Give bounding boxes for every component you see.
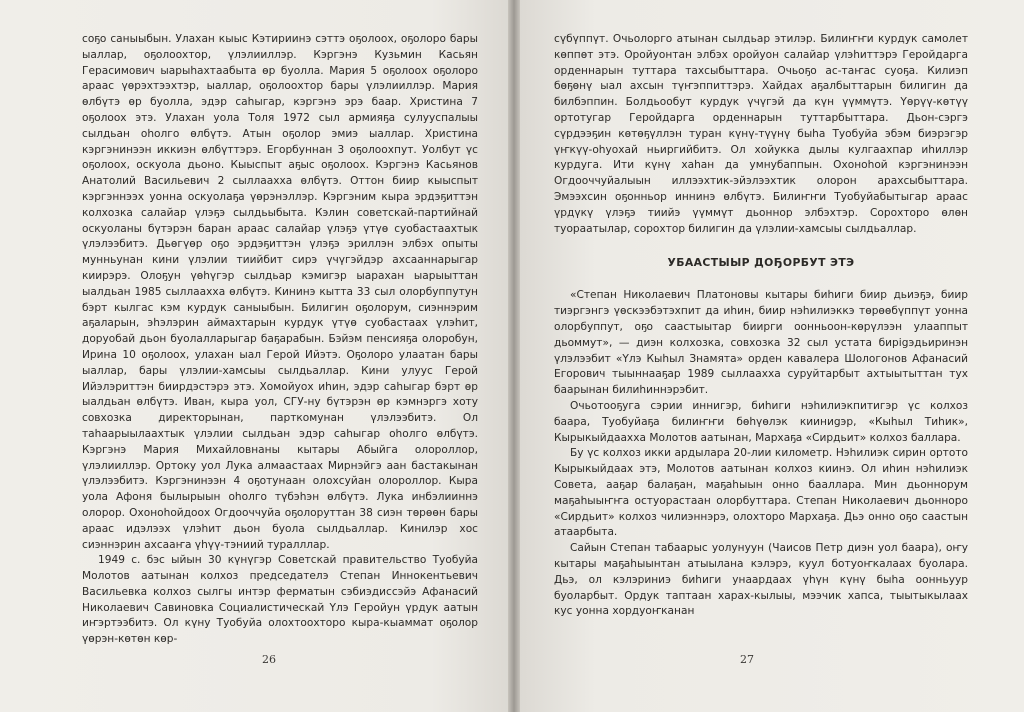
section-heading: УБААСТЫЫР ДОҔОРБУТ ЭТЭ (667, 256, 855, 270)
left-page (0, 0, 508, 712)
right-paragraph-1: «Степан Николаевич Платоновы кытары биһиги биир дьиэҕэ, биир тиэргэнгэ үөскээбэтэхпит да иһин, биир нэһилиэккэ төрөөбүппүт уонна олорбуппут, оҕо саастыытар биирги оонньоон-көрүлээн улааппыт дьоммут», — диэн колхозка, совхозка 32 сыл устата бирigэдьиринэн үлэлээбит «Үлэ Кыһыл Знамята» орден кавалера Шологонов Афанасий Егорович тыыннааҕар 1989 сыллааххa суруйтарбыт ахтыытыттан тух баарынан билиһиннэрэбит. (554, 289, 968, 397)
left-paragraph-2: 1949 с. бэс ыйын 30 күнүгэр Советскай правительство Туобуйа Молотов аатынан колхоз председателэ Степан Иннокентьевич Васильевка колхоз сылгы интэр ферматын сэбиэдиссэйэ Афанасий Николаевич Савиновка Социалистическай Үлэ Геройун үрдук аатын иҥэртээбитэ. Ол күну Туобуйа олохтоохторо кыра-кыаммат оҕолор үөрэн-көтөн көр- (82, 554, 478, 646)
right-paragraph-2: Очьотооҕуга сэрии иннигэр, биһиги нэһилиэкпитигэр үс колхоз баара, Туобуйаҕа билиҥҥи бөһүөлэк кииниgэр, «Кыһыл Тиһик», Кырыкыйдааххa Молотов аатынан, Мархаҕа «Сирдьит» колхоз баллара. (554, 399, 968, 444)
right-intro-paragraph: сүбүппүт. Очьолорго атынан сылдьар этилэр. Билиҥҥи курдук самолет көппөт этэ. Оройуонтан элбэх оройуон салайар үлэһиттэрэ Геройдарга орденнарын туттара тахсыбыттара. Очьоҕо ас-таҥас суоҕа. Килиэп бөҕөнү ыал ахсын түҥэппиттэрэ. Хайдах аҕалбыттарын билигин да билбэппин. Болдьообут курдук үчүгэй да күн үүммүтэ. Үөрүү-көтүү ортотугар Геройдарга орденнарын туттарбыттара. Дьон-сэргэ сүрдээҕин көтөҕүллэн туран күнү-түүнү быһа Туобуйа эбэм биэрэгэр үҥкүү-оһуохай ньиргийбитэ. Ол хойукка дылы кулгаахпар иһиллэр курдуга. Ити күнү хаһан да умнубаппын. Охоноһой кэргэнинээн Огдооччуйалыын иллээхтик-эйэлээхтик олорон арахсыбыттара. Эмээхсин оҕонньор иннинэ өлбүтэ. Билиҥҥи Туобуйабытыгар араас үрдүкү үлэҕэ тиийэ үүммүт дьоннор элбэхтэр. Сорохторо өлөн туораатылар, сорохтор билигин да үлэлии-хамсыы сылдьаллар. (554, 33, 968, 235)
right-paragraph-3: Бу үс колхоз икки ардылара 20-лии километр. Нэһилиэк сирин ортото Кырыкыйдаах этэ, Молотов аатынан колхоз киинэ. Ол иһин нэһилиэк Совета, ааҕар балаҕан, маҕаһыын онно бааллара. Мин дьоннорум маҕаһыыҥҥа остуорастаан олорбуттара. Степан Николаевич дьонноро «Сирдьит» колхоз чилиэннэрэ, олохторо Мархаҕа. Дьэ онно оҕо саастын атаарбыта. (554, 447, 968, 539)
right-paragraph-4: Сайын Степан табаарыс уолунуун (Чаисов Петр диэн уол баара), оҥу кытары маҕаһыынтан атыыланa кэлэрэ, куул ботуоҥкалаах буолара. Дьэ, ол кэлэриниэ биһиги унаардаах үһүн күнү быһа оонньуур буоларбыт. Ордук таптаан харах-кылыы, мээчик хапса, тыытыкылаах кус уонна хордуоҥканан (554, 542, 968, 618)
book-gutter (508, 0, 520, 712)
left-paragraph-1: соҕо саныыбын. Улахан кыыс Кэтириинэ сэттэ оҕолоох, оҕолоро бары ыаллар, оҕолоохтор, үлэлииллэр. Кэргэнэ Кузьмин Касьян Герасимович ыарыһахтаабыта өр буолла. Мария 5 оҕолоох оҕолоро араас үөрэхтээхтэр, ыаллар, оҕолоохтор бары үлэлииллэр. Мария өлбүтэ өр буолла, эдэр саһыгар, кэргэнэ эрэ баар. Христина 7 оҕолоох этэ. Улахан уола Толя 1972 сыл армияҕа сулууспалыы сылдьан оһолго өлбүтэ. Атын оҕолор эмиэ ыаллар. Христина кэргэнинээн иккиэн өлбүттэрэ. Егорбуннан 3 оҕолоохпут. Уолбут үс оҕолоох, оскуола дьоно. Кыыспыт аҕыс оҕолоох. Кэргэнэ Касьянов Анатолий Васильевич 2 сыллааххa өлбүтэ. Оттон биир кыыспыт кэргэннээх уонна оскуолаҕа үөрэнэллэр. Кэргэним кыра эрдэҕиттэн колхозка салайар үлэҕэ сылдьыбыта. Кэлин советскай-партийнай оскуоланы бүтэрэн баран араас салайар үлэҕэ үтүө суобастаахтык үлэлээбитэ. Дьөгүөр оҕо эрдэҕиттэн үлэҕэ эриллэн элбэх опыты мунньунан кини үлэлии тиийбит сирэ үчүгэйдэр ахсааннарыгар киирэрэ. Олоҕун үөһүгэр сылдьар кэмигэр ыарахан ыарыыттан ыалдьан 1985 сыллааххa өлбүтэ. Кининэ кытта 33 сыл олорбуппутун бэрт кылгас кэм курдук саныыбын. Билигин оҕолорум, сиэннэрим аҕаларын, эһэлэрин аймахтарын курдук үтүө суобастаах үлэһит, доруобай дьон буолалларыгар баҕарабын. Бэйэм пенсияҕа олоробун, Ирина 10 оҕолоох, улахан ыал Герой Ийэтэ. Оҕолоро улаатан бары ыаллар, бары үлэлии-хамсыы сылдьаллар. Кини улууc Герой Ийэлэриттэн биирдэстэрэ этэ. Хомойуох иһин, эдэр саһыгар бэрт өр ыалдьан өлбүтэ. Иван, кыра уол, СГУ-ну бүтэрэн өр кэмнэргэ хоту совхозка директорынан, парткомунан үлэлээбитэ. Ол таһаарыылаахтык үлэлии сылдьан эдэр саһыгар оһолго өлбүтэ. Кэргэнэ Мария Михайловнаны кытары Абыйга олороллор, үлэлииллэр. Ортоку уол Лука алмаастаах Мирнэйгэ аан бастакынан үлэлээбитэ. Кэргэнинээн 4 оҕотунаан олохсуйан олороллор. Кыра уола Афоня былырыын оһолго түбэһэн өлбүтэ. Лука инбэлииннэ олорор. Охоноһойдоох Огдооччуйа оҕолоруттан 38 сиэн төрөөн бары араас идэлээх үлэһит дьон буола сылдьаллар. Кинилэр хос сиэннэрин ахсааҥа үһүү-тэниий туралллар. (82, 33, 478, 551)
right-page-text (554, 32, 968, 620)
right-page (520, 0, 1024, 712)
page-number-right: 27 (740, 653, 754, 666)
page-number-left: 26 (262, 653, 276, 666)
left-page-text (82, 32, 478, 648)
